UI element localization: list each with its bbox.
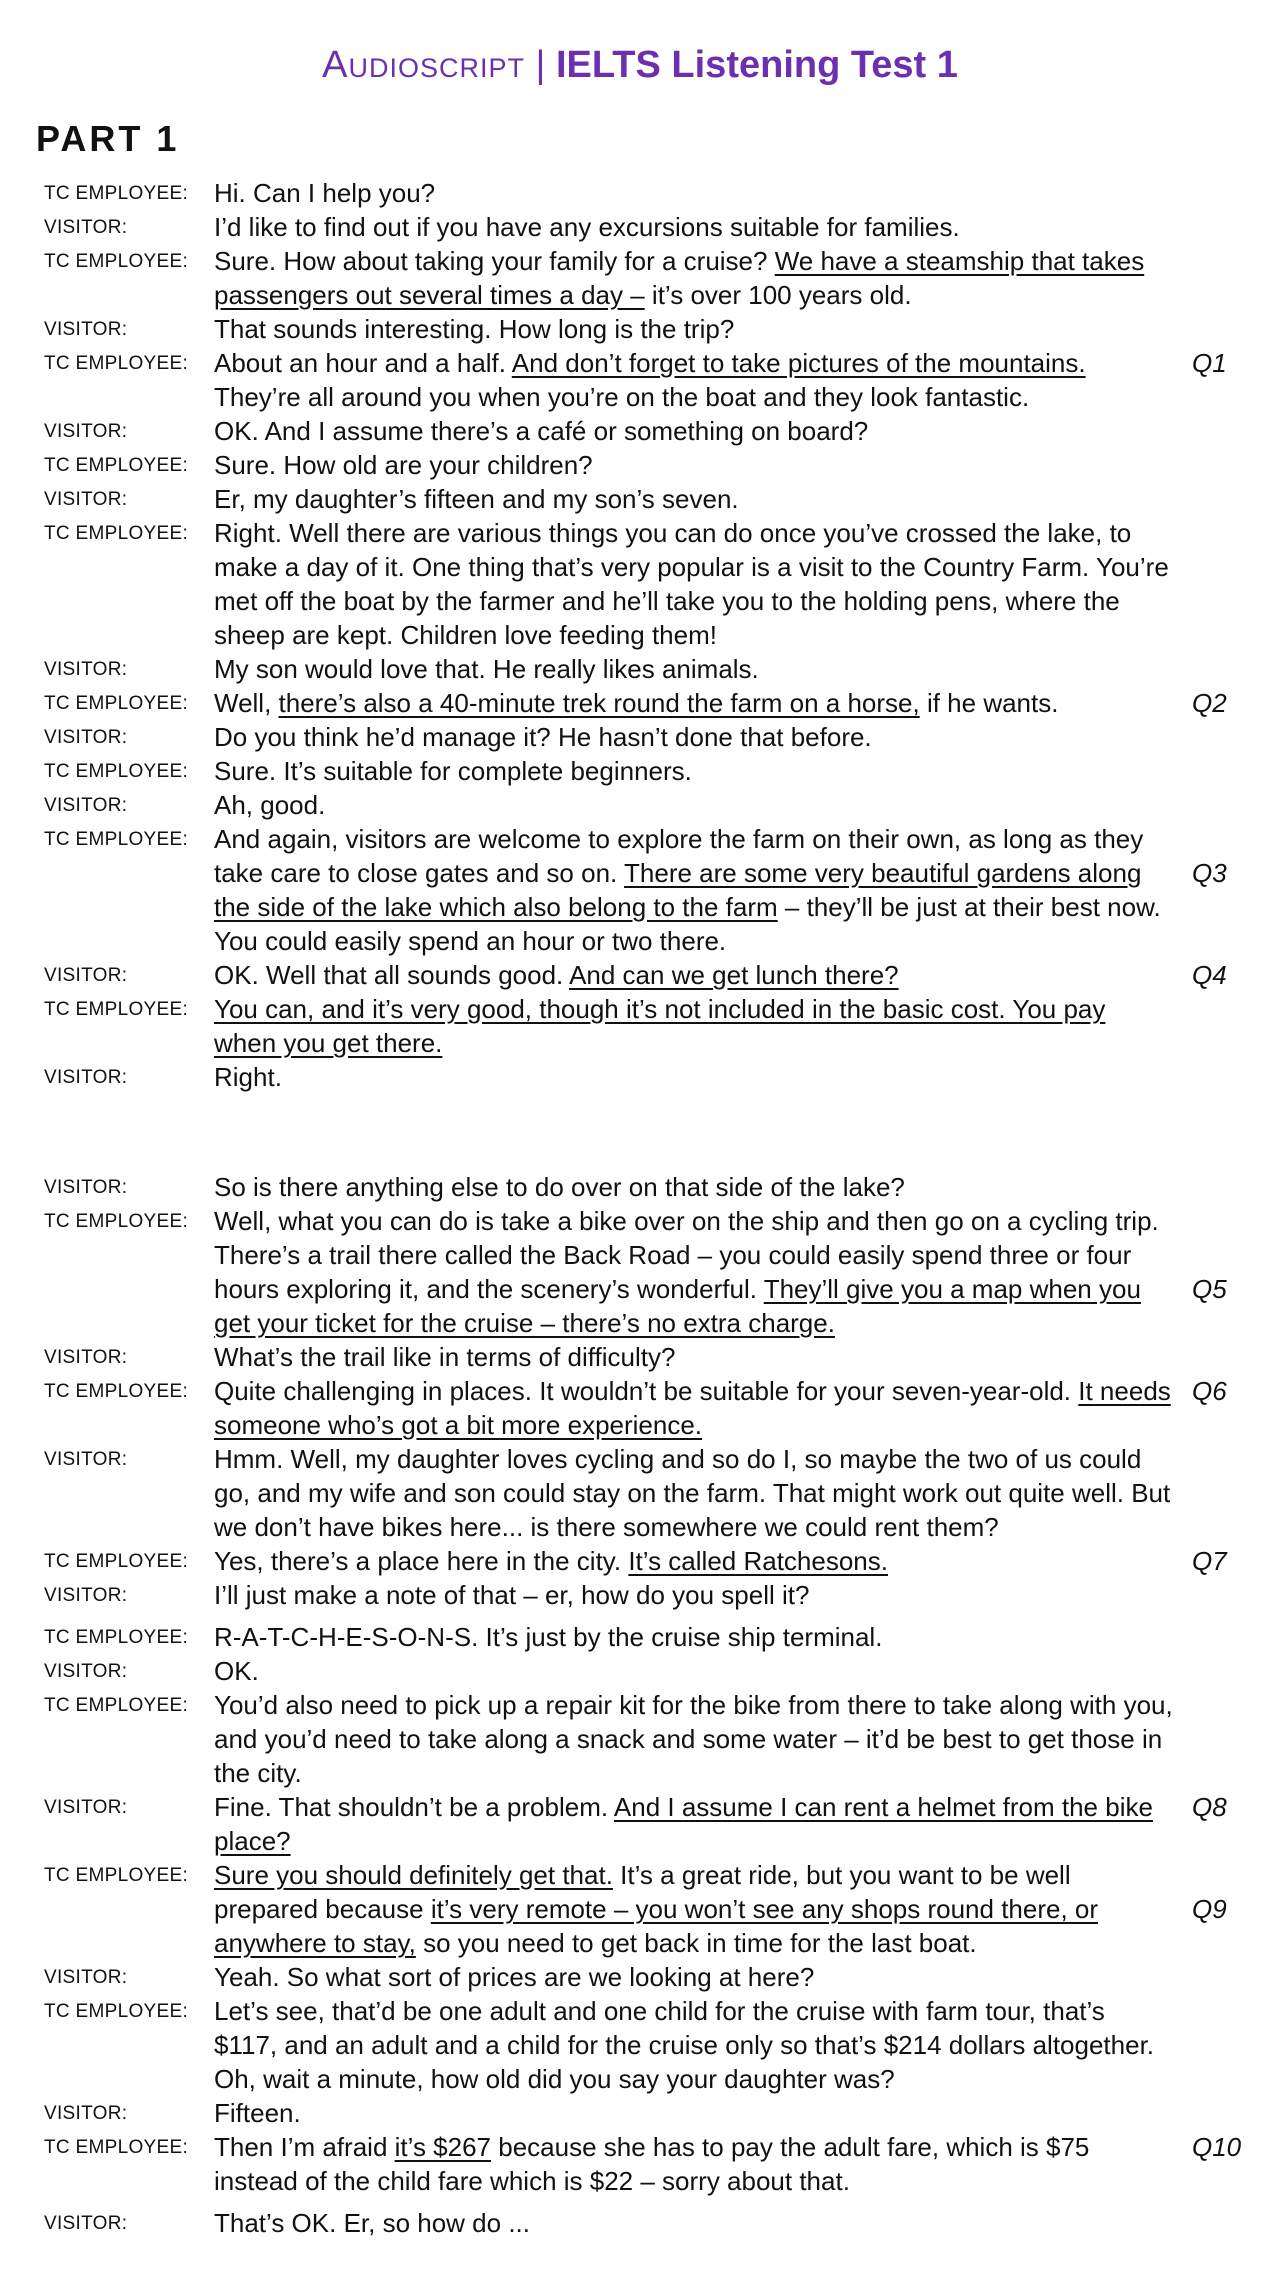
speaker-label: VISITOR: — [44, 1661, 128, 1682]
dialogue-line — [0, 448, 1280, 482]
dialogue-line — [0, 1544, 1280, 1578]
dialogue-text — [214, 312, 1174, 346]
text-segment: Sure. How old are your children? — [214, 450, 593, 480]
dialogue-text — [214, 2206, 1174, 2240]
speaker-label: TC EMPLOYEE: — [44, 1551, 189, 1572]
question-marker: Q10 — [1192, 2132, 1242, 2162]
speaker-label: VISITOR: — [44, 489, 128, 510]
underlined-answer: It needs someone who’s got a bit more experience. — [214, 1376, 1171, 1440]
question-marker: Q4 — [1192, 960, 1227, 990]
text-segment: Yes, there’s a place here in the city. — [214, 1546, 629, 1576]
dialogue-text — [214, 686, 1174, 720]
speaker-label: VISITOR: — [44, 217, 128, 238]
dialogue-line — [0, 1374, 1280, 1442]
text-segment: it’s over 100 years old. — [644, 280, 912, 310]
text-segment: OK. — [214, 1656, 259, 1686]
speaker-label: VISITOR: — [44, 1177, 128, 1198]
dialogue-text — [214, 1170, 1174, 1204]
dialogue-line — [0, 686, 1280, 720]
speaker-label: TC EMPLOYEE: — [44, 829, 189, 850]
question-marker: Q9 — [1192, 1894, 1227, 1924]
speaker-label: VISITOR: — [44, 795, 128, 816]
dialogue-text — [214, 788, 1174, 822]
dialogue-line — [0, 312, 1280, 346]
dialogue-text — [214, 1374, 1174, 1442]
text-segment: – they’ll be just at their best now. You could easily spend an hour or two there. — [214, 892, 1161, 956]
text-segment: That’s OK. Er, so how do ... — [214, 2208, 530, 2238]
speaker-label: TC EMPLOYEE: — [44, 183, 189, 204]
dialogue-line — [0, 516, 1280, 652]
dialogue-line — [0, 788, 1280, 822]
dialogue-line — [0, 1790, 1280, 1858]
dialogue-line — [0, 1170, 1280, 1204]
text-segment: About an hour and a half. — [214, 348, 512, 378]
dialogue-line — [0, 2130, 1280, 2198]
text-segment: OK. Well that all sounds good. — [214, 960, 570, 990]
speaker-label: VISITOR: — [44, 1067, 128, 1088]
dialogue-line — [0, 1620, 1280, 1654]
dialogue-line — [0, 1204, 1280, 1340]
text-segment: I’d like to find out if you have any excursions suitable for families. — [214, 212, 960, 242]
text-segment: Sure. How about taking your family for a cruise? — [214, 246, 775, 276]
dialogue-line — [0, 2206, 1280, 2240]
speaker-label: TC EMPLOYEE: — [44, 761, 189, 782]
text-segment: Sure. It’s suitable for complete beginners. — [214, 756, 692, 786]
text-segment: Well, what you can do is take a bike over on the ship and then go on a cycling trip. There’s a trail there called the Back Road – you could easily spend three or four hours exploring it, and the scenery’s wonderful. — [214, 1206, 1159, 1304]
text-segment: if he wants. — [919, 688, 1059, 718]
dialogue-line — [0, 1688, 1280, 1790]
speaker-label: VISITOR: — [44, 319, 128, 340]
underlined-answer: And can we get lunch there? — [569, 960, 899, 990]
dialogue-text — [214, 822, 1174, 958]
dialogue-text — [214, 1578, 1174, 1612]
dialogue-text — [214, 1060, 1174, 1094]
part-heading: PART 1 — [36, 118, 180, 159]
dialogue-line — [0, 652, 1280, 686]
speaker-label: TC EMPLOYEE: — [44, 1627, 189, 1648]
text-segment: That sounds interesting. How long is the trip? — [214, 314, 735, 344]
dialogue-line — [0, 176, 1280, 210]
dialogue-text — [214, 992, 1174, 1060]
speaker-label: TC EMPLOYEE: — [44, 353, 189, 374]
speaker-label: VISITOR: — [44, 659, 128, 680]
speaker-label: TC EMPLOYEE: — [44, 251, 189, 272]
speaker-label: TC EMPLOYEE: — [44, 2001, 189, 2022]
text-segment: Hmm. Well, my daughter loves cycling and so do I, so maybe the two of us could go, and my wife and son could stay on the farm. That might work out quite well. But we don’t have bikes here... is there somewhere we could rent them? — [214, 1444, 1171, 1542]
dialogue-line — [0, 244, 1280, 312]
dialogue-text — [214, 176, 1174, 210]
title-separator: | — [525, 44, 556, 86]
dialogue-line — [0, 482, 1280, 516]
speaker-label: VISITOR: — [44, 2103, 128, 2124]
text-segment: And again, visitors are welcome to explore the farm on their own, as long as they take care to close gates and so on. — [214, 824, 1144, 888]
speaker-label: VISITOR: — [44, 421, 128, 442]
question-marker: Q1 — [1192, 348, 1227, 378]
text-segment: Ah, good. — [214, 790, 326, 820]
dialogue-line — [0, 754, 1280, 788]
question-marker: Q8 — [1192, 1792, 1227, 1822]
speaker-label: VISITOR: — [44, 1585, 128, 1606]
text-segment: Hi. Can I help you? — [214, 178, 436, 208]
text-segment: R-A-T-C-H-E-S-O-N-S. It’s just by the cruise ship terminal. — [214, 1622, 883, 1652]
underlined-answer: They’ll give you a map when you get your ticket for the cruise – there’s no extra charge. — [214, 1274, 1141, 1338]
dialogue-text — [214, 482, 1174, 516]
text-segment: Let’s see, that’d be one adult and one child for the cruise with farm tour, that’s $117, and an adult and a child for the cruise only so that’s $214 dollars altogether. Oh, wait a minute, how old did you say your daughter was? — [214, 1996, 1155, 2094]
audioscript-body — [0, 176, 1280, 2240]
text-segment: So is there anything else to do over on that side of the lake? — [214, 1172, 905, 1202]
dialogue-text — [214, 2130, 1174, 2198]
underlined-answer: Sure you should definitely get that. — [214, 1860, 613, 1890]
dialogue-text — [214, 1654, 1174, 1688]
underlined-answer: There are some very beautiful gardens along the side of the lake which also belong to the farm — [214, 858, 1142, 922]
dialogue-line — [0, 1340, 1280, 1374]
question-marker: Q2 — [1192, 688, 1227, 718]
text-segment: They’re all around you when you’re on the boat and they look fantastic. — [214, 382, 1030, 412]
dialogue-line — [0, 414, 1280, 448]
text-segment: Then I’m afraid — [214, 2132, 395, 2162]
question-marker: Q7 — [1192, 1546, 1227, 1576]
dialogue-line — [0, 1994, 1280, 2096]
dialogue-line — [0, 1442, 1280, 1544]
underlined-answer: there’s also a 40-minute trek round the farm on a horse, — [278, 688, 920, 718]
dialogue-line — [0, 1578, 1280, 1612]
dialogue-text — [214, 1960, 1174, 1994]
dialogue-text — [214, 516, 1174, 652]
dialogue-text — [214, 720, 1174, 754]
speaker-label: TC EMPLOYEE: — [44, 693, 189, 714]
dialogue-text — [214, 244, 1174, 312]
title-main: IELTS Listening Test 1 — [556, 44, 958, 86]
dialogue-text — [214, 652, 1174, 686]
page-title — [0, 42, 1280, 88]
question-marker: Q3 — [1192, 858, 1227, 888]
text-segment: Do you think he’d manage it? He hasn’t done that before. — [214, 722, 872, 752]
speaker-label: VISITOR: — [44, 1797, 128, 1818]
dialogue-text — [214, 2096, 1174, 2130]
dialogue-text — [214, 1340, 1174, 1374]
dialogue-text — [214, 1442, 1174, 1544]
dialogue-line — [0, 992, 1280, 1060]
dialogue-text — [214, 210, 1174, 244]
speaker-label: VISITOR: — [44, 727, 128, 748]
dialogue-text — [214, 1620, 1174, 1654]
dialogue-text — [214, 448, 1174, 482]
text-segment: Right. Well there are various things you can do once you’ve crossed the lake, to make a day of it. One thing that’s very popular is a visit to the Country Farm. You’re met off the boat by the farmer and he’ll take you to the holding pens, where the sheep are kept. Children love feeding them! — [214, 518, 1169, 650]
dialogue-line — [0, 720, 1280, 754]
text-segment: You’d also need to pick up a repair kit for the bike from there to take along with you, and you’d need to take along a snack and some water – it’d be best to get those in the city. — [214, 1690, 1173, 1788]
dialogue-line — [0, 822, 1280, 958]
text-segment: I’ll just make a note of that – er, how do you spell it? — [214, 1580, 810, 1610]
speaker-label: TC EMPLOYEE: — [44, 999, 189, 1020]
speaker-label: TC EMPLOYEE: — [44, 1865, 189, 1886]
dialogue-text — [214, 1790, 1174, 1858]
text-segment: because she has to pay the adult fare, which is $75 instead of the child fare which is $22 – sorry about that. — [214, 2132, 1090, 2196]
underlined-answer: It’s called Ratchesons. — [628, 1546, 888, 1576]
text-segment: What’s the trail like in terms of difficulty? — [214, 1342, 676, 1372]
underlined-answer: And I assume I can rent a helmet from the bike place? — [214, 1792, 1153, 1856]
underlined-answer: it’s $267 — [394, 2132, 492, 2162]
underlined-answer: And don’t forget to take pictures of the mountains. — [511, 348, 1086, 378]
text-segment: My son would love that. He really likes animals. — [214, 654, 759, 684]
dialogue-text — [214, 346, 1174, 414]
speaker-label: VISITOR: — [44, 965, 128, 986]
text-segment: Fifteen. — [214, 2098, 301, 2128]
dialogue-text — [214, 414, 1174, 448]
text-segment: so you need to get back in time for the last boat. — [415, 1928, 977, 1958]
dialogue-text — [214, 1994, 1174, 2096]
speaker-label: VISITOR: — [44, 1449, 128, 1470]
speaker-label: TC EMPLOYEE: — [44, 2137, 189, 2158]
dialogue-line — [0, 1858, 1280, 1960]
dialogue-text — [214, 754, 1174, 788]
dialogue-text — [214, 1204, 1174, 1340]
dialogue-line — [0, 2096, 1280, 2130]
speaker-label: TC EMPLOYEE: — [44, 1381, 189, 1402]
dialogue-text — [214, 1544, 1174, 1578]
speaker-label: TC EMPLOYEE: — [44, 1211, 189, 1232]
speaker-label: VISITOR: — [44, 1347, 128, 1368]
question-marker: Q6 — [1192, 1376, 1227, 1406]
text-segment: Well, — [214, 688, 279, 718]
text-segment: Right. — [214, 1062, 282, 1092]
dialogue-line — [0, 1654, 1280, 1688]
underlined-answer: We have a steamship that takes passengers out several times a day – — [214, 246, 1145, 310]
text-segment: Quite challenging in places. It wouldn’t be suitable for your seven-year-old. — [214, 1376, 1079, 1406]
text-segment: Fine. That shouldn’t be a problem. — [214, 1792, 614, 1822]
title-prefix: Audioscript — [322, 44, 525, 86]
speaker-label: TC EMPLOYEE: — [44, 455, 189, 476]
text-segment: It’s a great ride, but you want to be well prepared because — [214, 1860, 1071, 1924]
text-segment: Yeah. So what sort of prices are we looking at here? — [214, 1962, 815, 1992]
speaker-label: TC EMPLOYEE: — [44, 1695, 189, 1716]
dialogue-line — [0, 958, 1280, 992]
dialogue-line — [0, 210, 1280, 244]
dialogue-text — [214, 1858, 1174, 1960]
dialogue-line — [0, 1060, 1280, 1094]
dialogue-line — [0, 1960, 1280, 1994]
speaker-label: VISITOR: — [44, 1967, 128, 1988]
dialogue-line — [0, 346, 1280, 414]
text-segment: OK. And I assume there’s a café or something on board? — [214, 416, 869, 446]
dialogue-text — [214, 1688, 1174, 1790]
speaker-label: TC EMPLOYEE: — [44, 523, 189, 544]
speaker-label: VISITOR: — [44, 2213, 128, 2234]
underlined-answer: it’s very remote – you won’t see any shops round there, or anywhere to stay, — [214, 1894, 1099, 1958]
underlined-answer: You can, and it’s very good, though it’s not included in the basic cost. You pay when you get there. — [214, 994, 1106, 1058]
question-marker: Q5 — [1192, 1274, 1227, 1304]
dialogue-text — [214, 958, 1174, 992]
text-segment: Er, my daughter’s fifteen and my son’s seven. — [214, 484, 739, 514]
